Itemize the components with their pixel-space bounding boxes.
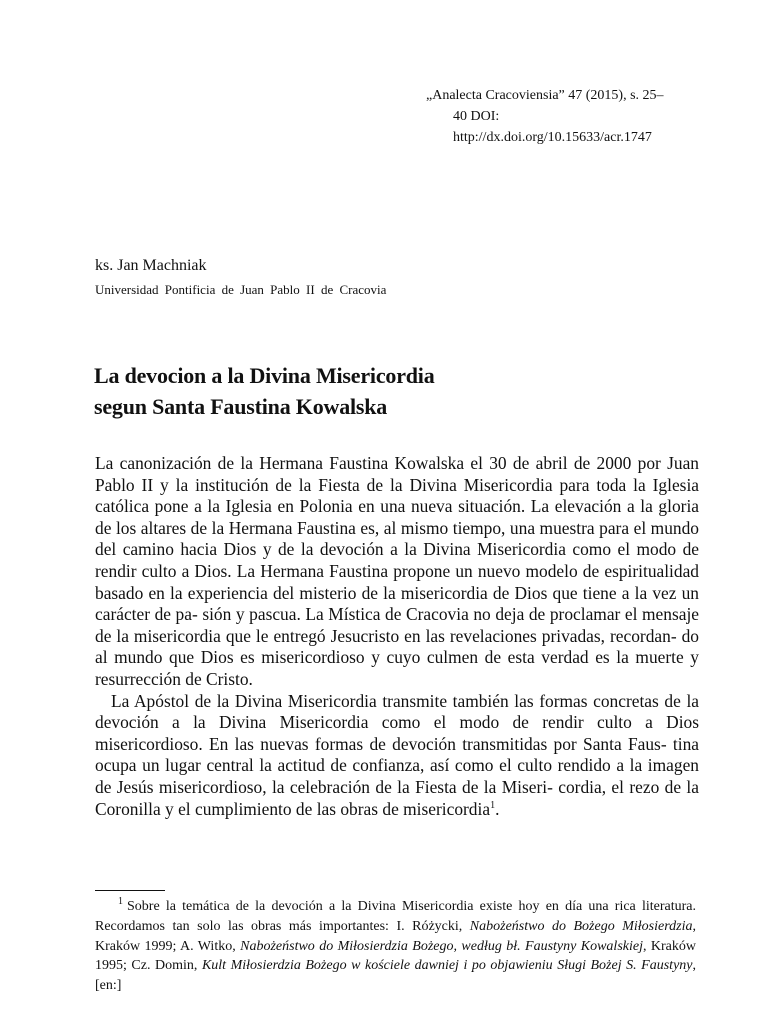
footnote-separator [95, 890, 165, 891]
article-body [95, 453, 699, 820]
article-title [94, 360, 694, 422]
citation-header [426, 85, 716, 148]
body-paragraph-2 [95, 691, 699, 821]
citation-line-2: 40 DOI: [453, 109, 500, 124]
author-affiliation: Universidad Pontificia de Juan Pablo II de Cracovia [95, 282, 387, 297]
author-name: ks. Jan Machniak [95, 257, 207, 274]
footnote-reference[interactable]: 1 [490, 799, 496, 811]
footnote-1 [95, 897, 696, 996]
body-paragraph-1: La canonización de la Hermana Faustina Kowalska el 30 de abril de 2000 por Juan Pablo II y la institución de la Fiesta de la Divina Misericordia para toda la Iglesia católica pone a la Iglesia en Polonia en una nueva situación. La elevación a la gloria de los altares de la Hermana Faustina es, al mismo tiempo, una muestra para el mundo del camino hacia Dios y de la devoción a la Divina Misericordia como el modo de rendir culto a Dios. La Hermana Faustina propone un nuevo modelo de espiritualidad basado en la experiencia del misterio de la misericordia de Dios que tiene a la vez un carácter de pa- sión y pascua. La Mística de Cracovia no deja de proclamar el mensaje de la misericordia que le entregó Jesucristo en las revelaciones privadas, recordan- do al mundo que Dios es misericordioso y cuyo culmen de esta verdad es la muerte y resurrección de Cristo. [95, 453, 699, 689]
footnote-work-title-1: Nabożeństwo do Bożego Miłosierdzia [469, 918, 693, 934]
body-paragraph-2-end: . [495, 798, 500, 819]
footnote-text-3: , Kraków 1995; Cz. Domin, [95, 938, 696, 974]
footnote-text-1: Sobre la temática de la devoción a la Divina Misericordia existe hoy en día una rica literatura. Recordamos tan solo las obras más importantes: I. Różycki, [95, 899, 696, 934]
body-paragraph-2-text: La Apóstol de la Divina Misericordia transmite también las formas concretas de la devoción a la Divina Misericordia como el modo de rendir culto a Dios misericordioso. En las nuevas formas de devoción transmitidas por Santa Faus- tina ocupa un lugar central la actitud de confianza, así como el culto rendido a la imagen de Jesús misericordioso, la celebración de la Fiesta de la Miseri- cordia, el rezo de la Coronilla y el cumplimiento de las obras de misericordia [95, 690, 699, 819]
footnote-text-2: , Kraków 1999; A. Witko, [95, 918, 696, 954]
footnote-number: 1 [118, 896, 123, 908]
footnote-work-title-3: Kult Miłosierdzia Bożego w kościele dawniej i po objawieniu Sługi Bożej S. Faustyny [201, 958, 693, 974]
citation-doi-link[interactable]: http://dx.doi.org/10.15633/acr.1747 [453, 130, 652, 145]
citation-line-1: „Analecta Cracoviensia” 47 (2015), s. 25– [426, 88, 664, 103]
article-title-line-1: La devocion a la Divina Misericordia [94, 363, 435, 388]
footnote-work-title-2: Nabożeństwo do Miłosierdzia Bożego, według bł. Faustyny Kowalskiej [240, 938, 643, 954]
article-title-line-2: segun Santa Faustina Kowalska [94, 394, 388, 419]
footnote-text-4: , [en:] [95, 958, 696, 994]
